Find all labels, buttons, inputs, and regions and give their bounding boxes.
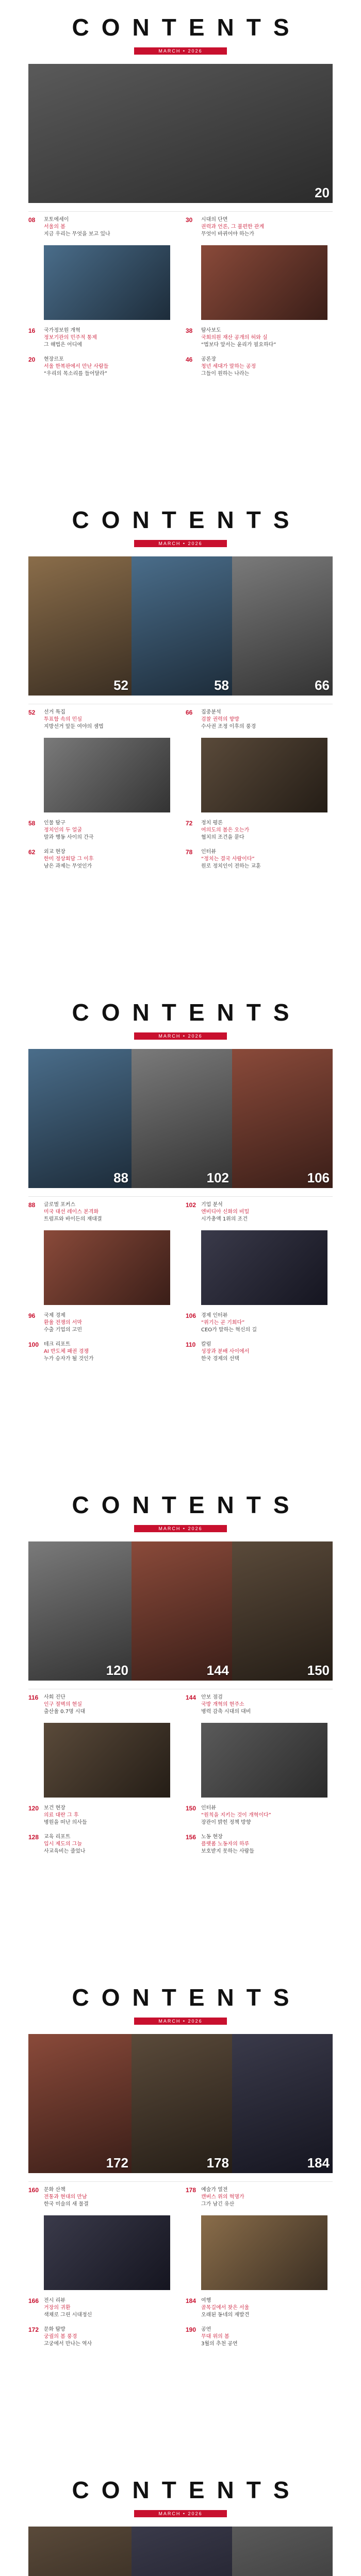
entry-page-number: 72 <box>186 820 193 827</box>
contents-entry[interactable] <box>28 1834 175 1855</box>
entry-line: 시대의 단면 <box>201 217 228 223</box>
entry-text <box>201 1694 333 1716</box>
entry-line: 예술가 열전 <box>201 2187 228 2193</box>
entry-text <box>44 1201 175 1223</box>
entry-line: 누가 승자가 될 것인가 <box>44 1356 94 1362</box>
entry-line: 캔버스 위의 혁명가 <box>201 2194 244 2200</box>
feature-photo[interactable] <box>232 556 333 696</box>
entry-page-number: 58 <box>28 820 36 827</box>
entry-line: 청년 세대가 말하는 공정 <box>201 364 256 369</box>
photo-page-number: 178 <box>206 2155 229 2171</box>
entry-text <box>201 2297 333 2319</box>
entry-line: 기업 분석 <box>201 1202 223 1208</box>
photo-row <box>28 1541 333 1681</box>
photo-page-number: 144 <box>206 1663 229 1678</box>
entry-line: 색채로 그린 시대정신 <box>44 2312 92 2318</box>
entry-thumbnail[interactable] <box>44 1230 170 1305</box>
entry-line: 출산율 0.7명 시대 <box>44 1709 86 1715</box>
feature-photo[interactable] <box>232 1049 333 1188</box>
entry-text <box>44 709 175 731</box>
entry-page-number: 16 <box>28 327 36 334</box>
entry-line: 궁궐의 봄 풍경 <box>44 2334 77 2340</box>
entry-text <box>44 849 175 870</box>
contents-entry[interactable] <box>28 1312 175 1334</box>
section-divider <box>28 1196 333 1197</box>
entry-line: 집중분석 <box>201 709 221 715</box>
feature-photo[interactable] <box>28 556 132 696</box>
entry-line: 트럼프와 바이든의 재대결 <box>44 1216 102 1222</box>
photo-page-number: 88 <box>113 1170 128 1185</box>
entry-page-number: 30 <box>186 216 193 224</box>
issue-date: MARCH • 2026 <box>134 47 227 55</box>
feature-photo[interactable] <box>28 1049 132 1188</box>
entry-page-number: 178 <box>186 2187 196 2194</box>
entry-page-number: 102 <box>186 1201 196 1209</box>
entry-text <box>201 327 333 349</box>
contents-entry[interactable] <box>28 2297 175 2319</box>
entry-line: 문화 산책 <box>44 2187 65 2193</box>
entry-page-number: 184 <box>186 2297 196 2304</box>
entry-line: 원로 정치인이 전하는 교훈 <box>201 863 261 869</box>
entry-line: “위기는 곧 기회다” <box>201 1320 245 1326</box>
entry-line: 지방선거 앞둔 여야의 셈법 <box>44 724 104 730</box>
contents-entry[interactable] <box>186 1834 333 1855</box>
contents-entry[interactable] <box>28 849 175 870</box>
entry-page-number: 78 <box>186 849 193 856</box>
feature-photo[interactable] <box>28 2527 132 2576</box>
contents-column <box>28 709 175 977</box>
entry-line: 보건 현장 <box>44 1805 65 1811</box>
entry-line: 국가정보원 개혁 <box>44 328 80 333</box>
photo-page-number: 120 <box>106 1663 128 1678</box>
contents-entry[interactable] <box>186 327 333 349</box>
contents-entry[interactable] <box>186 216 333 238</box>
entry-line: 장관이 밝힌 정책 방향 <box>201 1820 251 1825</box>
section-divider <box>28 211 333 212</box>
entry-line: 플랫폼 노동자의 하루 <box>201 1841 250 1847</box>
entry-line: 인구 절벽의 현실 <box>44 1702 82 1707</box>
entry-line: 보호받지 못하는 사람들 <box>201 1849 254 1854</box>
entry-text <box>44 327 175 349</box>
photo-row <box>28 2034 333 2173</box>
entry-line: 오래된 동네의 재발견 <box>201 2312 250 2318</box>
feature-photo[interactable] <box>132 556 232 696</box>
entry-page-number: 150 <box>186 1805 196 1812</box>
contents-entry[interactable] <box>28 2326 175 2348</box>
entry-line: 엔비디아 신화의 비밀 <box>201 1209 250 1215</box>
contents-entry[interactable] <box>28 709 175 731</box>
entry-text <box>201 216 333 238</box>
entry-line: CEO가 말하는 혁신의 길 <box>201 1327 257 1333</box>
entry-line: 의료 대란 그 후 <box>44 1812 79 1818</box>
entry-page-number: 46 <box>186 356 193 363</box>
contents-page <box>0 2463 361 2576</box>
photo-page-number: 106 <box>307 1170 330 1185</box>
entry-line: 한국 경제의 선택 <box>201 1356 239 1362</box>
entry-thumbnail[interactable] <box>44 2215 170 2290</box>
contents-entry[interactable] <box>186 2297 333 2319</box>
contents-column <box>28 216 175 484</box>
photo-page-number: 102 <box>206 1170 229 1185</box>
entry-line: 사회 진단 <box>44 1694 65 1700</box>
entry-text <box>201 2326 333 2348</box>
entry-line: 공연 <box>201 2327 211 2332</box>
contents-list <box>28 2187 333 2454</box>
entry-line: 남은 과제는 무엇인가 <box>44 863 92 869</box>
entry-page-number: 128 <box>28 1834 39 1841</box>
contents-list <box>28 216 333 484</box>
entry-line: 전시 리뷰 <box>44 2298 65 2303</box>
entry-line: 문화 탐방 <box>44 2327 65 2332</box>
entry-line: 병원을 떠난 의사들 <box>44 1820 87 1825</box>
contents-entry[interactable] <box>186 1201 333 1223</box>
photo-page-number: 184 <box>307 2155 330 2171</box>
feature-photo[interactable] <box>28 2034 132 2173</box>
entry-line: 국회의원 재산 공개의 허와 실 <box>201 335 268 341</box>
entry-text <box>44 1805 175 1826</box>
entry-text <box>44 2326 175 2348</box>
contents-list <box>28 1201 333 1469</box>
entry-line: 노동 현장 <box>201 1834 223 1840</box>
entry-line: 인물 탐구 <box>44 820 65 826</box>
entry-line: 병력 감축 시대의 대비 <box>201 1709 251 1715</box>
entry-thumbnail[interactable] <box>201 2215 327 2290</box>
entry-line: 정치 평론 <box>201 820 223 826</box>
feature-photo[interactable] <box>28 1541 132 1681</box>
entry-thumbnail[interactable] <box>44 738 170 812</box>
feature-photo[interactable] <box>232 1541 333 1681</box>
entry-line: 3월의 추천 공연 <box>201 2341 238 2347</box>
contents-column <box>28 2187 175 2454</box>
entry-thumbnail[interactable] <box>44 1723 170 1798</box>
entry-line: 협치의 조건을 묻다 <box>201 835 244 840</box>
entry-text <box>201 709 333 731</box>
issue-date: MARCH • 2026 <box>134 2510 227 2517</box>
contents-page <box>0 985 361 1478</box>
page-title: CONTENTS <box>72 1984 302 2011</box>
photo-page-number: 58 <box>214 677 229 693</box>
entry-page-number: 144 <box>186 1694 196 1701</box>
entry-line: 골목길에서 찾은 서울 <box>201 2305 250 2311</box>
entry-page-number: 20 <box>28 356 36 363</box>
entry-line: 미국 대선 레이스 본격화 <box>44 1209 99 1215</box>
contents-page <box>0 1970 361 2463</box>
entry-thumbnail[interactable] <box>201 1230 327 1305</box>
entry-thumbnail[interactable] <box>201 245 327 320</box>
contents-page <box>0 1478 361 1970</box>
entry-line: 여의도의 봄은 오는가 <box>201 827 250 833</box>
entry-line: 전통과 현대의 만남 <box>44 2194 87 2200</box>
contents-entry[interactable] <box>186 1805 333 1826</box>
entry-line: 권력과 언론, 그 불편한 관계 <box>201 224 265 230</box>
entry-page-number: 156 <box>186 1834 196 1841</box>
contents-entry[interactable] <box>186 1694 333 1716</box>
entry-line: 외교 현장 <box>44 849 65 855</box>
entry-page-number: 100 <box>28 1341 39 1348</box>
photo-row <box>28 556 333 696</box>
page-title: CONTENTS <box>72 506 302 533</box>
entry-text <box>44 1312 175 1334</box>
entry-line: “원칙을 지키는 것이 개혁이다” <box>201 1812 271 1818</box>
feature-photo[interactable] <box>232 2527 333 2576</box>
entry-line: 지금 우리는 무엇을 보고 있나 <box>44 231 110 237</box>
entry-line: 여행 <box>201 2298 211 2303</box>
entry-line: 인터뷰 <box>201 849 216 855</box>
entry-line: 글로벌 포커스 <box>44 1202 76 1208</box>
photo-row <box>28 64 333 203</box>
entry-line: 선거 특집 <box>44 709 65 715</box>
contents-entry[interactable] <box>186 1312 333 1334</box>
entry-line: 그가 남긴 유산 <box>201 2201 235 2207</box>
entry-page-number: 106 <box>186 1312 196 1319</box>
entry-text <box>44 2187 175 2208</box>
entry-line: 한국 미술의 새 물결 <box>44 2201 89 2207</box>
photo-page-number: 52 <box>113 677 128 693</box>
entry-line: 한미 정상회담 그 이후 <box>44 856 94 862</box>
entry-line: 무엇이 바뀌어야 하는가 <box>201 231 254 237</box>
photo-page-number: 172 <box>106 2155 128 2171</box>
entry-line: 거장의 귀환 <box>44 2305 71 2311</box>
entry-text <box>201 1201 333 1223</box>
issue-date: MARCH • 2026 <box>134 1525 227 1532</box>
entry-text <box>201 1805 333 1826</box>
entry-text <box>44 2297 175 2319</box>
entry-page-number: 08 <box>28 216 36 224</box>
entry-line: 테크 리포트 <box>44 1342 71 1347</box>
contents-entry[interactable] <box>186 2326 333 2348</box>
contents-entry[interactable] <box>186 1341 333 1363</box>
entry-text <box>44 356 175 378</box>
contents-entry[interactable] <box>186 849 333 870</box>
entry-page-number: 88 <box>28 1201 36 1209</box>
entry-line: 시가총액 1위의 조건 <box>201 1216 248 1222</box>
issue-date: MARCH • 2026 <box>134 1032 227 1040</box>
entry-line: “우리의 목소리를 들어달라” <box>44 371 107 377</box>
entry-page-number: 96 <box>28 1312 36 1319</box>
entry-page-number: 120 <box>28 1805 39 1812</box>
entry-text <box>201 356 333 378</box>
entry-text <box>201 2187 333 2208</box>
entry-text <box>44 820 175 841</box>
entry-line: 포토에세이 <box>44 217 69 223</box>
page-title: CONTENTS <box>72 2477 302 2503</box>
contents-entry[interactable] <box>28 1201 175 1223</box>
contents-entry[interactable] <box>186 356 333 378</box>
entry-text <box>44 1694 175 1716</box>
entry-line: 칼럼 <box>201 1342 211 1347</box>
entry-text <box>201 849 333 870</box>
issue-date: MARCH • 2026 <box>134 2018 227 2025</box>
entry-line: 공론장 <box>201 357 216 362</box>
photo-row <box>28 2527 333 2576</box>
contents-entry[interactable] <box>28 820 175 841</box>
contents-entry[interactable] <box>28 2187 175 2208</box>
entry-line: 국제 경제 <box>44 1313 65 1318</box>
contents-entry[interactable] <box>28 327 175 349</box>
entry-line: 국방 개혁의 현주소 <box>201 1702 244 1707</box>
contents-page <box>0 0 361 493</box>
entry-line: 고궁에서 만나는 역사 <box>44 2341 92 2347</box>
entry-page-number: 62 <box>28 849 36 856</box>
entry-text <box>201 820 333 841</box>
entry-line: 환율 전쟁의 서막 <box>44 1320 82 1326</box>
entry-line: 수사권 조정 이후의 풍경 <box>201 724 256 730</box>
photo-page-number: 150 <box>307 1663 330 1678</box>
issue-date: MARCH • 2026 <box>134 540 227 547</box>
contents-column <box>186 1694 333 1962</box>
entry-line: 탐사보도 <box>201 328 221 333</box>
entry-line: 정보기관의 민주적 통제 <box>44 335 97 341</box>
photo-page-number: 20 <box>315 185 330 200</box>
contents-list <box>28 709 333 977</box>
entry-page-number: 166 <box>28 2297 39 2304</box>
section-divider <box>28 2181 333 2182</box>
contents-entry[interactable] <box>28 1694 175 1716</box>
entry-page-number: 116 <box>28 1694 39 1701</box>
entry-line: 교육 리포트 <box>44 1834 71 1840</box>
entry-page-number: 110 <box>186 1341 196 1348</box>
entry-line: 입시 제도의 그늘 <box>44 1841 82 1847</box>
entry-line: 그들이 원하는 나라는 <box>201 371 250 377</box>
entry-line: 투표함 속의 민심 <box>44 717 82 722</box>
feature-photo[interactable] <box>132 2034 232 2173</box>
entry-thumbnail[interactable] <box>201 738 327 812</box>
entry-line: 사교육비는 줄었나 <box>44 1849 86 1854</box>
contents-entry[interactable] <box>28 356 175 378</box>
contents-column <box>28 1201 175 1469</box>
entry-line: 서울의 봄 <box>44 224 65 230</box>
contents-entry[interactable] <box>186 820 333 841</box>
entry-page-number: 66 <box>186 709 193 716</box>
entry-thumbnail[interactable] <box>44 245 170 320</box>
page-title: CONTENTS <box>72 1492 302 1518</box>
contents-column <box>186 216 333 484</box>
entry-line: 무대 위의 봄 <box>201 2334 229 2340</box>
entry-line: 말과 행동 사이의 간극 <box>44 835 94 840</box>
entry-text <box>44 216 175 238</box>
entry-line: “법보다 앞서는 윤리가 필요하다” <box>201 342 276 348</box>
page-title: CONTENTS <box>72 999 302 1026</box>
contents-list <box>28 1694 333 1962</box>
entry-line: AI 반도체 패권 경쟁 <box>44 1349 89 1354</box>
entry-thumbnail[interactable] <box>201 1723 327 1798</box>
entry-text <box>44 1341 175 1363</box>
contents-entry[interactable] <box>186 709 333 731</box>
entry-line: 서울 한복판에서 만난 사람들 <box>44 364 109 369</box>
entry-line: 경제 인터뷰 <box>201 1313 228 1318</box>
photo-page-number: 66 <box>315 677 330 693</box>
photo-row <box>28 1049 333 1188</box>
entry-line: 성장과 분배 사이에서 <box>201 1349 250 1354</box>
entry-page-number: 52 <box>28 709 36 716</box>
entry-page-number: 38 <box>186 327 193 334</box>
contents-page <box>0 493 361 985</box>
entry-text <box>201 1312 333 1334</box>
contents-entry[interactable] <box>28 1805 175 1826</box>
entry-line: 안보 점검 <box>201 1694 223 1700</box>
entry-line: “정치는 결국 사람이다” <box>201 856 255 862</box>
contents-column <box>186 1201 333 1469</box>
entry-page-number: 190 <box>186 2326 196 2333</box>
entry-text <box>201 1834 333 1855</box>
feature-photo[interactable] <box>132 1541 232 1681</box>
feature-photo[interactable] <box>132 2527 232 2576</box>
entry-page-number: 172 <box>28 2326 39 2333</box>
feature-photo[interactable] <box>232 2034 333 2173</box>
feature-photo[interactable] <box>28 64 333 203</box>
entry-text <box>44 1834 175 1855</box>
contents-entry[interactable] <box>28 216 175 238</box>
entry-line: 정치인의 두 얼굴 <box>44 827 82 833</box>
entry-line: 그 해법은 어디에 <box>44 342 82 348</box>
feature-photo[interactable] <box>132 1049 232 1188</box>
entry-line: 수출 기업의 고민 <box>44 1327 82 1333</box>
contents-column <box>28 1694 175 1962</box>
entry-page-number: 160 <box>28 2187 39 2194</box>
contents-column <box>186 2187 333 2454</box>
contents-column <box>186 709 333 977</box>
contents-entry[interactable] <box>186 2187 333 2208</box>
entry-text <box>201 1341 333 1363</box>
contents-entry[interactable] <box>28 1341 175 1363</box>
entry-line: 검찰 권력의 향방 <box>201 717 239 722</box>
page-title: CONTENTS <box>72 14 302 41</box>
entry-line: 현장르포 <box>44 357 64 362</box>
entry-line: 인터뷰 <box>201 1805 216 1811</box>
